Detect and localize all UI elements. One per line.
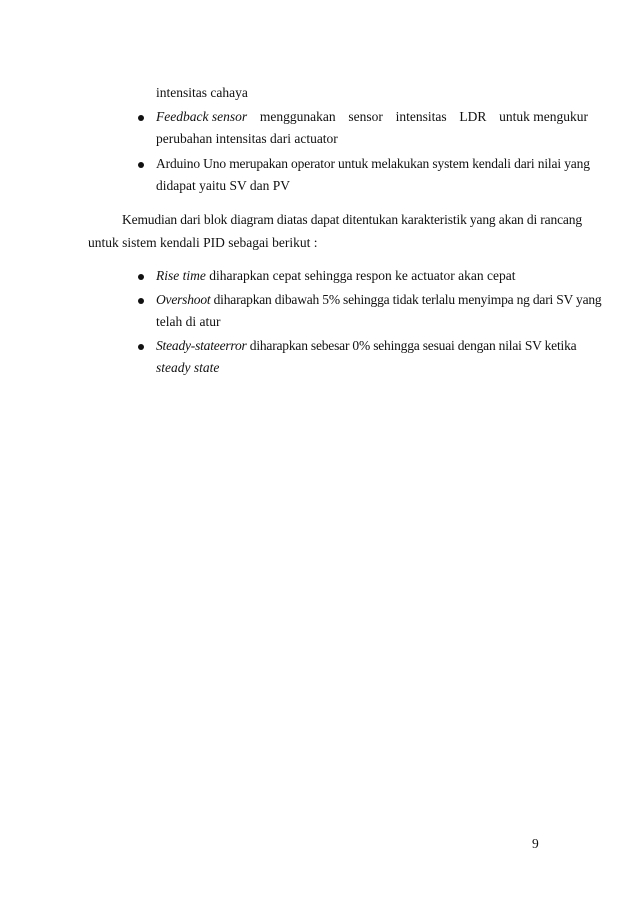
list-item-steady-state-line1 [156, 337, 576, 355]
word: LDR [459, 109, 487, 124]
list-item-overshoot-line2: telah di atur [156, 314, 221, 329]
italic-term: Feedback sensor [156, 109, 248, 124]
italic-term: Rise time [156, 268, 206, 283]
list-item-rise-time [156, 267, 515, 285]
item-text: diharapkan cepat sehingga respon ke actuator akan cepat [205, 268, 516, 283]
bullet-icon [138, 162, 144, 168]
bullet-icon [138, 274, 144, 280]
word: intensitas [395, 109, 447, 124]
bullet-icon [138, 115, 144, 121]
bullet-icon [138, 298, 144, 304]
word: menggunakan [259, 109, 336, 124]
bullet-icon [138, 344, 144, 350]
list-item-overshoot-line1 [156, 291, 601, 309]
page-number: 9 [532, 836, 539, 851]
word: untuk mengukur [499, 109, 588, 124]
list-continuation-line: intensitas cahaya [156, 85, 248, 100]
word: sensor [348, 109, 383, 124]
list-item-feedback-sensor-line2: perubahan intensitas dari actuator [156, 131, 338, 146]
italic-term: Steady-stateerror [156, 338, 247, 353]
item-text: diharapkan dibawah 5% sehingga tidak terlalu menyimpa ng dari SV yang [210, 292, 602, 307]
list-item-feedback-sensor-line1 [156, 108, 588, 126]
item-text: diharapkan sebesar 0% sehingga sesuai dengan nilai SV ketika [246, 338, 577, 353]
list-item-steady-state-line2: steady state [156, 360, 220, 375]
paragraph-line1: Kemudian dari blok diagram diatas dapat ditentukan karakteristik yang akan di rancang [122, 212, 582, 227]
list-item-arduino-line1: Arduino Uno merupakan operator untuk melakukan system kendali dari nilai yang [156, 156, 590, 171]
italic-term: Overshoot [156, 292, 211, 307]
paragraph-line2: untuk sistem kendali PID sebagai berikut : [88, 235, 318, 250]
list-item-arduino-line2: didapat yaitu SV dan PV [156, 178, 290, 193]
